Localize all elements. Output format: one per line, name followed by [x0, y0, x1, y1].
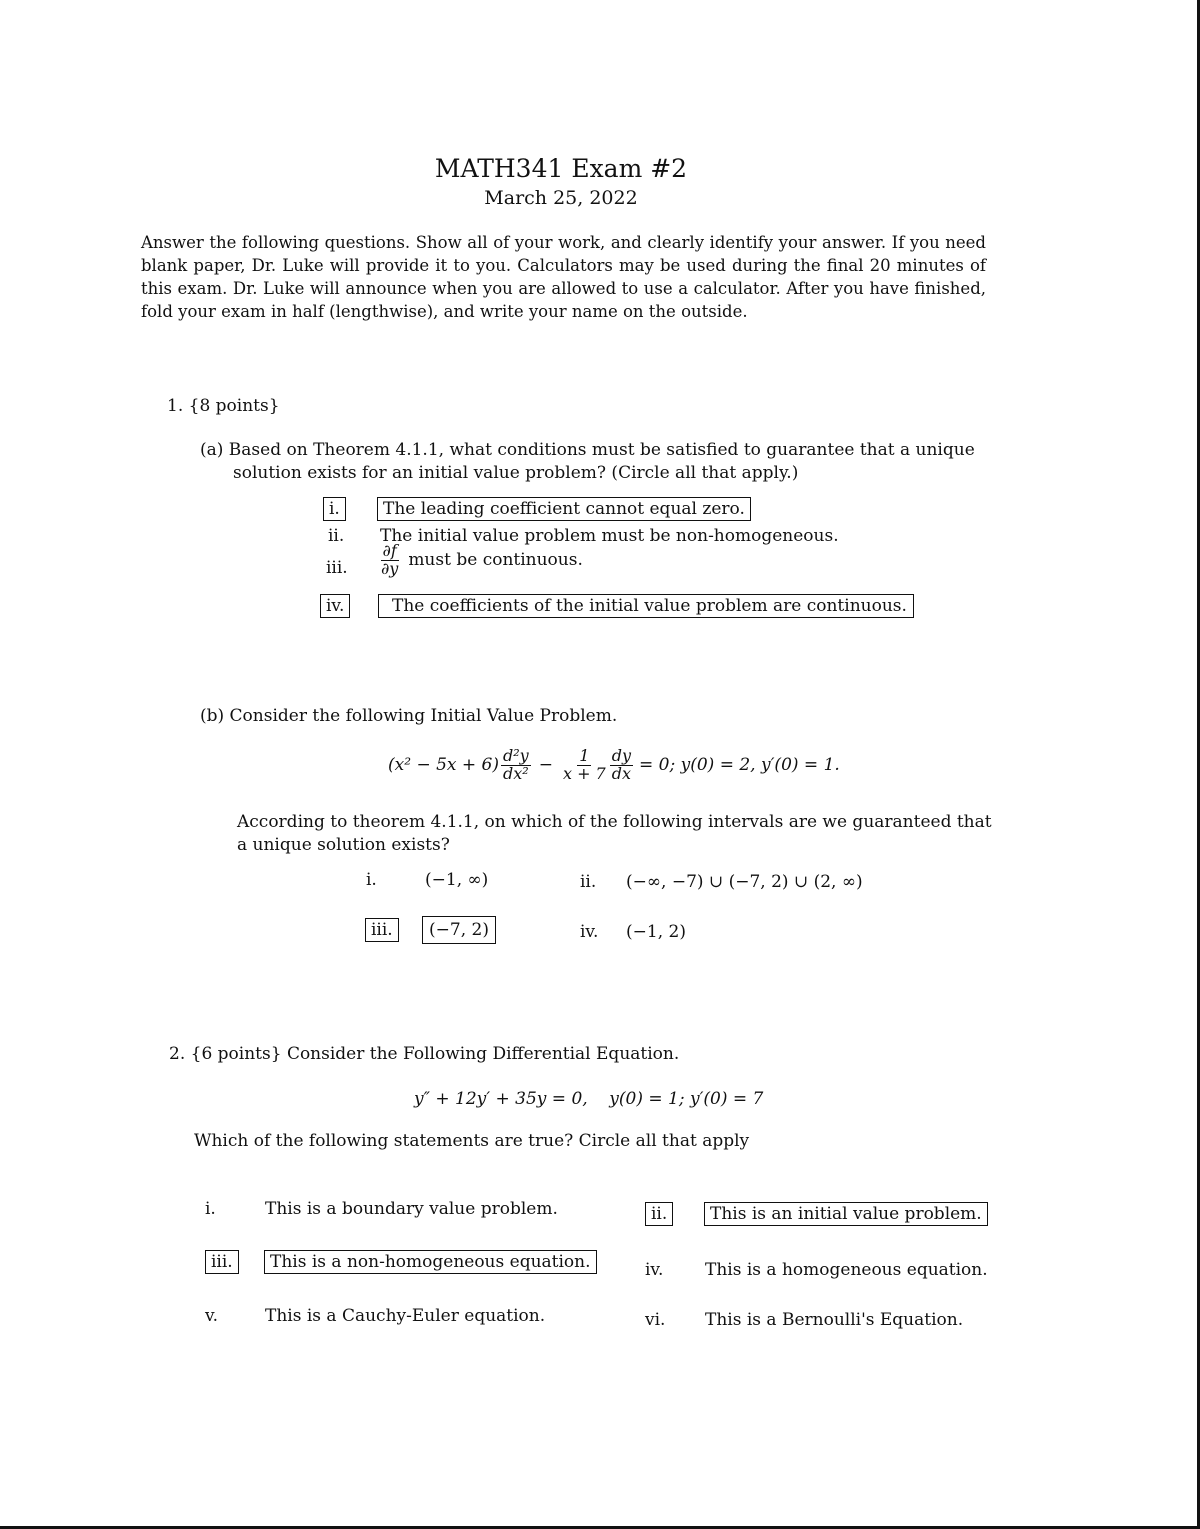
q2-option-v-text[interactable]: This is a Cauchy-Euler equation.: [265, 1306, 546, 1326]
q2-option-ii-num[interactable]: ii.: [645, 1202, 673, 1226]
q1a-option-iii-content[interactable]: [379, 543, 583, 578]
q1b-option-iii-num[interactable]: iii.: [365, 918, 399, 942]
q1b-option-iv-num[interactable]: iv.: [580, 922, 599, 942]
q2-option-i-text[interactable]: This is a boundary value problem.: [265, 1199, 558, 1219]
q1a-option-ii-text[interactable]: The initial value problem must be non-homogeneous.: [380, 526, 839, 546]
exam-date: March 25, 2022: [484, 187, 638, 209]
q1a-option-iv-text[interactable]: The coefficients of the initial value problem are continuous.: [378, 594, 914, 618]
q1b-option-i-num[interactable]: i.: [366, 870, 377, 890]
q2-question: Which of the following statements are true? Circle all that apply: [194, 1131, 750, 1151]
q2-option-vi-text[interactable]: This is a Bernoulli's Equation.: [705, 1310, 964, 1330]
exam-title: MATH341 Exam #2: [434, 154, 688, 183]
q1b-option-i-text[interactable]: (−1, ∞): [425, 870, 489, 890]
q2-equation: y″ + 12y′ + 35y = 0, y(0) = 1; y′(0) = 7: [414, 1089, 764, 1109]
q2-option-ii-text[interactable]: This is an initial value problem.: [704, 1202, 988, 1226]
q1a-option-iii-num[interactable]: iii.: [326, 558, 348, 578]
q1b-option-ii-num[interactable]: ii.: [580, 872, 597, 892]
q2-option-iv-num[interactable]: iv.: [645, 1260, 664, 1280]
q1b-equation: (x² − 5x + 6) $\frac{\text{d²y}}{\text{dx²}}$ − $\frac{1}{x + 7}$ $\frac{dy}{dx}$ = 0; y(0) = 2, y′(0) = 1.: [388, 746, 840, 783]
q1a-prompt: (a) Based on Theorem 4.1.1, what conditions must be satisfied to guarantee that a unique solution exists for an initial value problem? (Circle all that apply.): [200, 440, 975, 483]
q1a-option-i-text[interactable]: The leading coefficient cannot equal zero.: [377, 497, 751, 521]
q1a-option-iv-num[interactable]: iv.: [320, 594, 350, 618]
q1b-option-ii-text[interactable]: (−∞, −7) ∪ (−7, 2) ∪ (2, ∞): [626, 872, 863, 892]
q1a-option-i-num[interactable]: i.: [323, 497, 346, 521]
q1b-prompt: (b) Consider the following Initial Value Problem.: [200, 706, 618, 726]
q1b-question: According to theorem 4.1.1, on which of the following intervals are we guaranteed that a unique solution exists?: [237, 812, 992, 855]
q2-option-iv-text[interactable]: This is a homogeneous equation.: [705, 1260, 988, 1280]
q2-option-v-num[interactable]: v.: [205, 1306, 218, 1326]
q1-heading: 1. {8 points}: [167, 396, 280, 416]
q1b-option-iii-text[interactable]: (−7, 2): [422, 916, 496, 944]
q2-heading: 2. {6 points} Consider the Following Differential Equation.: [169, 1044, 680, 1064]
instructions: Answer the following questions. Show all of your work, and clearly identify your answer. If you need blank paper, Dr. Luke will provide it to you. Calculators may be used during the final 20 minutes of this exam. Dr. Luke will announce when you are allowed to use a calculator. After you have finished, fold your exam in half (lengthwise), and write your name on the outside.: [141, 233, 986, 321]
q2-option-iii-text[interactable]: This is a non-homogeneous equation.: [264, 1250, 597, 1274]
q1b-option-iv-text[interactable]: (−1, 2): [626, 922, 686, 942]
partial-derivative-fraction: $\frac{\partial f}{\partial y}$: [381, 541, 399, 578]
q1a-option-iii-text: must be continuous.: [408, 550, 583, 571]
q2-option-iii-num[interactable]: iii.: [205, 1250, 239, 1274]
q2-option-vi-num[interactable]: vi.: [645, 1310, 666, 1330]
q1a-option-ii-num[interactable]: ii.: [328, 526, 345, 546]
q2-option-i-num[interactable]: i.: [205, 1199, 216, 1219]
